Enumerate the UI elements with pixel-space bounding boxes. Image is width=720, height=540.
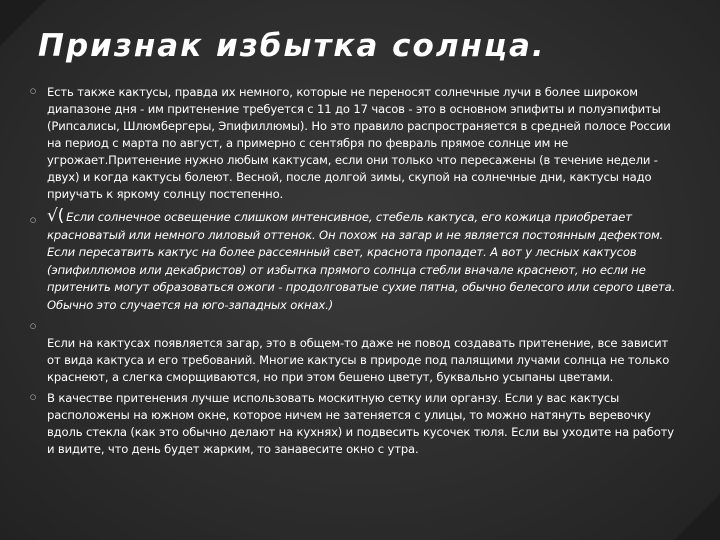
bullet-marker-icon: ○	[30, 322, 37, 330]
bullet-text-1: Есть также кактусы, правда их немного, которые не переносят солнечные лучи в более широком диапазоне дня - им притенение требуется с 11 до 17 часов - это в основном эпифиты и полуэпифиты (Рипсалисы, Шлюмбергеры, Эпифиллюмы). Но это правило распространяется в средней полосе России на период с марта по август, а примерно с сентября по февраль прямое солнце им не угрожает.Притенение нужно любым кактусам, если они только что пересажены (в течение недели - двух) и когда кактусы болеют. Весной, после долгой зимы, скупой на солнечные дни, кактусы надо приучать к яркому солнцу постепенно.	[47, 85, 671, 201]
bullet-marker-icon: ○	[30, 87, 37, 95]
empty-line	[47, 319, 682, 335]
bullet-marker-icon: ○	[30, 216, 37, 224]
sqrt-symbol: √(	[47, 206, 65, 226]
bullet-item-4	[30, 390, 682, 458]
bullet-item-1	[30, 84, 682, 203]
bullet-marker-icon: ○	[30, 393, 37, 401]
bullet-item-3	[30, 319, 682, 386]
bullet-text-2: Если солнечное освещение слишком интенсивное, стебель кактуса, его кожица приобретает красноватый или немного лиловый оттенок. Он похож на загар и не является постоянным дефектом. Если пересатвить кактус на более рассеянный свет, краснота пропадет. А вот у лесных кактусов (эпифиллюмов или декабристов) от избытка прямого солнца стебли вначале краснеют, но если не притенить могут образоваться ожоги - продолговатые сухие пятна, обычно белесого или серого цвета. Обычно это случается на юго-западных окнах.)	[47, 210, 676, 312]
corner-decoration-bottom-right	[674, 494, 720, 540]
bullet-text-3: Если на кактусах появляется загар, это в общем-то даже не повод создавать притенение, все зависит от вида кактуса и его требований. Многие кактусы в природе под палящими лучами солнца не только краснеют, а слегка сморщиваются, но при этом бешено цветут, буквально усыпаны цветами.	[47, 336, 670, 384]
slide-title: Признак избытка солнца.	[38, 28, 546, 64]
bullet-item-2	[30, 208, 682, 314]
bullet-text-4: В качестве притенения лучше использовать москитную сетку или органзу. Если у вас кактусы расположены на южном окне, которое ничем не затеняется с улицы, то можно натянуть веревочку вдоль стекла (как это обычно делают на кухнях) и подвесить кусочек тюля. Если вы уходите на работу и видите, что день будет жарким, то занавесите окно с утра.	[47, 391, 674, 456]
bullet-text-2-wrapper	[47, 208, 682, 314]
slide-content	[30, 84, 682, 458]
